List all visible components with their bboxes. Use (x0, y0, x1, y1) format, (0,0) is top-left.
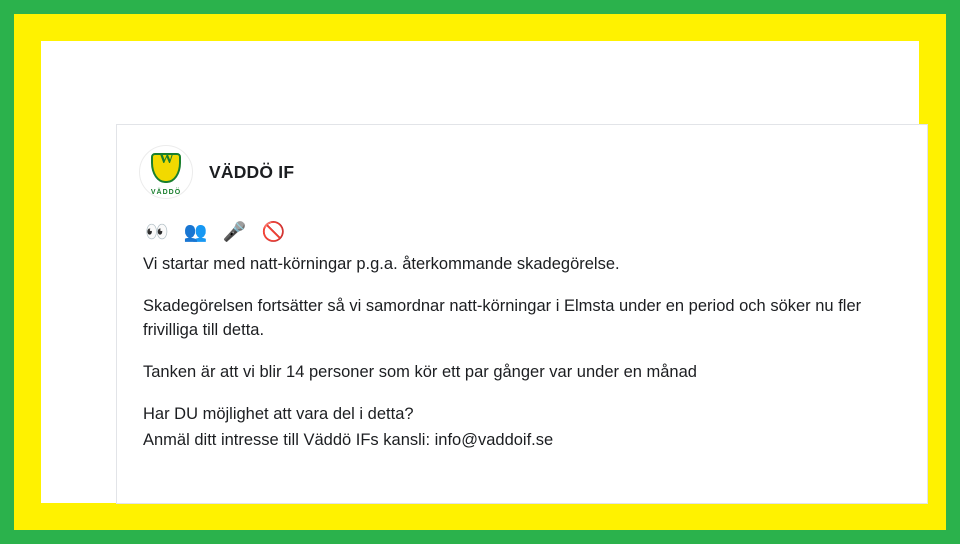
post-paragraph-4: Har DU möjlighet att vara del i detta? (143, 404, 414, 423)
post-paragraph-5: Anmäl ditt intresse till Väddö IFs kansli: info@vaddoif.se (143, 430, 554, 449)
post-header (117, 125, 927, 199)
page-title[interactable]: VÄDDÖ IF (209, 161, 295, 182)
post-body (117, 199, 927, 453)
content-background (41, 41, 919, 503)
post-paragraph-3: Tanken är att vi blir 14 personer som kör ett par gånger var under en månad (143, 362, 697, 381)
emoji-row: 👀 👥 🎤 🚫 (145, 222, 291, 243)
post-paragraph-2: Skadegörelsen fortsätter så vi samordnar natt-körningar i Elmsta under en period och söker nu fler frivilliga till detta. (143, 296, 862, 339)
post-paragraph-1: Vi startar med natt-körningar p.g.a. återkommande skadegörelse. (143, 255, 620, 273)
decorative-yellow-border (14, 14, 946, 530)
social-post-card (116, 124, 928, 504)
avatar[interactable] (139, 145, 193, 199)
avatar-monogram: W (159, 151, 173, 167)
avatar-club-tag: VÄDDÖ (150, 189, 182, 196)
